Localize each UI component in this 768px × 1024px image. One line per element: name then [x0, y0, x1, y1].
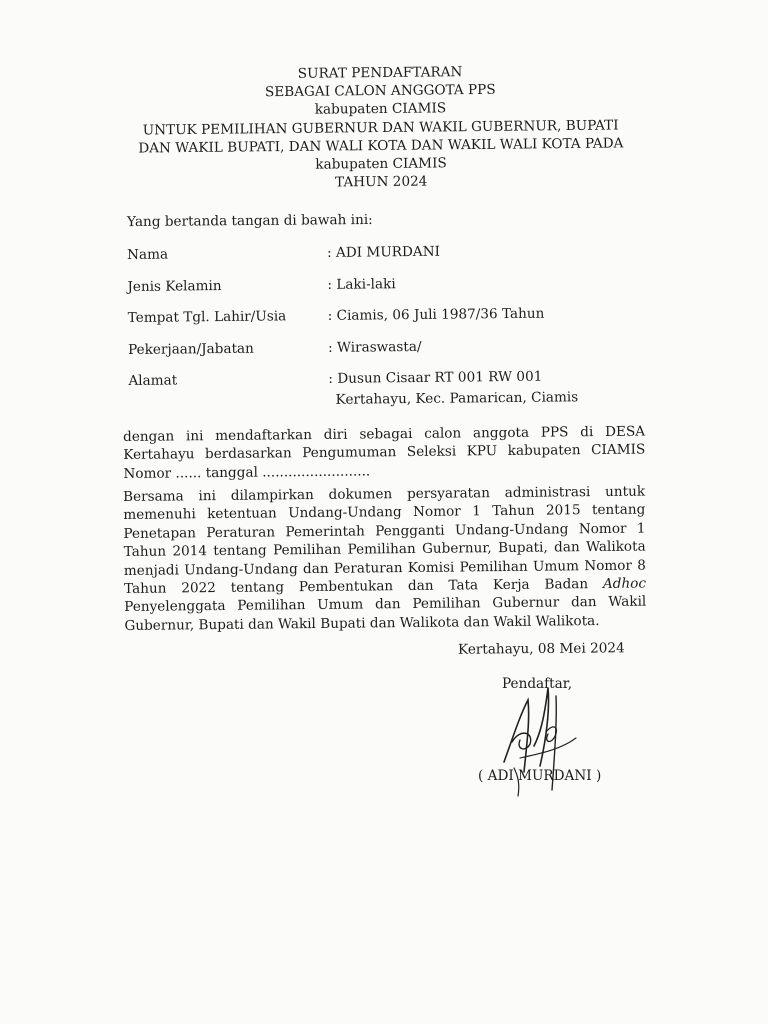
title-line: UNTUK PEMILIHAN GUBERNUR DAN WAKIL GUBERNUR, BUPATI [142, 117, 619, 139]
field-value: : ADI MURDANI [326, 243, 441, 261]
field-label: Jenis Kelamin [127, 277, 222, 295]
place-date: Kertahayu, 08 Mei 2024 [457, 640, 625, 658]
field-label: Pekerjaan/Jabatan [127, 340, 254, 358]
intro-text: Yang bertanda tangan di bawah ini: [126, 211, 373, 231]
field-row-pekerjaan [128, 337, 598, 373]
signer-label: Pendaftar, [502, 676, 573, 692]
paragraph-text: Penyelenggata Pemilihan Umum dan Pemilihan Gubernur dan Wakil Gubernur, Bupati dan Wakil Bupati dan Walikota dan Wakil Walikota. [124, 593, 647, 634]
title-line: kabupaten CIAMIS [314, 100, 447, 119]
field-row-jenis-kelamin [127, 274, 597, 310]
field-value: : Laki-laki [327, 275, 396, 293]
field-row-alamat [128, 368, 598, 408]
field-value: : Wiraswasta/ [327, 338, 422, 356]
title-line: SURAT PENDAFTARAN [297, 64, 463, 82]
paragraph-text: Bersama ini dilampirkan dokumen persyaratan administrasi untuk memenuhi ketentuan Undang-Undang Nomor 1 Tahun 2015 tentang Penetapan Peraturan Pemerintah Pengganti Undang-Undang Nomor 1 Tahun 2014 tentang Pemilihan Pemilihan Gubernur, Bupati, dan Walikota menjadi Undang-Undang dan Peraturan Komisi Pemilihan Umum Nomor 8 Tahun 2022 tentang Pembentukan dan Tata Kerja Badan [123, 483, 646, 598]
paragraph-italic: Adhoc [602, 575, 647, 593]
applicant-fields [127, 242, 599, 408]
field-row-nama [127, 242, 597, 278]
title-line: kabupaten CIAMIS [315, 155, 447, 173]
field-row-ttl [128, 305, 598, 341]
field-label: Tempat Tgl. Lahir/Usia [127, 308, 287, 326]
title-line: DAN WAKIL BUPATI, DAN WALI KOTA DAN WAKIL WALI KOTA PADA [138, 135, 624, 157]
field-label: Alamat [128, 372, 178, 389]
letter-title [100, 61, 661, 194]
title-line: TAHUN 2024 [335, 173, 428, 191]
registration-paragraph: dengan ini mendaftarkan diri sebagai calon anggota PPS di DESA Kertahayu berdasarkan Pengumuman Seleksi KPU kabupaten CIAMIS Nomor ...... tanggal ......................... [123, 423, 646, 482]
field-value: : Dusun Cisaar RT 001 RW 001 [328, 368, 543, 387]
title-line: SEBAGAI CALON ANGGOTA PPS [264, 81, 496, 101]
signer-name: ( ADI MURDANI ) [478, 768, 602, 784]
field-value-continued: Kertahayu, Kec. Pamarican, Ciamis [335, 389, 579, 408]
field-value: : Ciamis, 06 Juli 1987/36 Tahun [327, 305, 545, 324]
field-label: Nama [127, 246, 169, 263]
attachment-paragraph [123, 483, 647, 636]
